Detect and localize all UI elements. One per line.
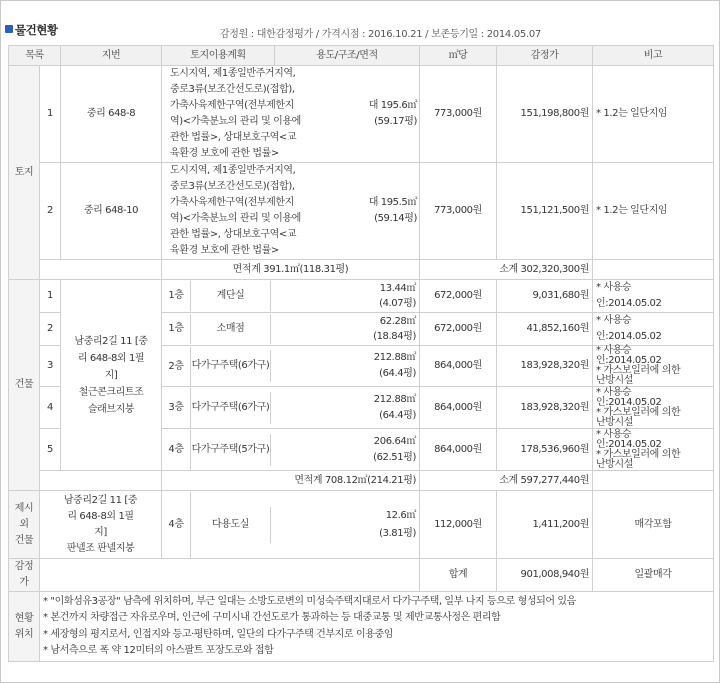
- location-line: * 세장형의 평지로서, 인접지와 등고·평탄하며, 일단의 다가구주택 건부지로 이용중임: [43, 628, 394, 640]
- pyeong: (18.84평): [373, 331, 416, 342]
- address-line: 판넬조 판넬지붕: [66, 542, 135, 554]
- use: 소매점: [216, 323, 245, 334]
- land-unit-price: 773,000원: [420, 66, 497, 163]
- note-line: 인:2014.05.02: [596, 438, 662, 450]
- plan-line: 역)<가축분뇨의 관리 및 이용에: [170, 213, 301, 224]
- building-address: [61, 280, 162, 471]
- pyeong: (64.4평): [379, 409, 416, 421]
- land-lot: 중리 648-8: [61, 66, 162, 163]
- appraisal-label: 감정가: [9, 559, 40, 592]
- building-row-no: 5: [40, 429, 61, 471]
- land-area: [360, 163, 419, 259]
- land-value: 151,198,800원: [497, 66, 593, 163]
- area-main: 대 195.6㎡: [368, 100, 417, 111]
- col-list: 목록: [9, 46, 61, 66]
- table-row: [9, 66, 714, 163]
- area: 212.88㎡: [373, 393, 416, 405]
- area: 206.64㎡: [373, 435, 416, 447]
- building-unit-price: 672,000원: [420, 313, 497, 346]
- plan-line: 관한 법률>, 상대보호구역<교: [170, 229, 297, 240]
- address-line: 남중리2길 11 [중: [74, 335, 148, 347]
- land-plan: [162, 163, 420, 260]
- note-line: 인:2014.05.02: [596, 298, 662, 309]
- spacer: [40, 260, 162, 280]
- area: 12.6㎡: [385, 509, 416, 521]
- plan-line: 육환경 보호에 관한 법률>: [170, 245, 279, 256]
- note-line: * 사용승: [596, 386, 632, 398]
- address-line: 지]: [94, 526, 107, 538]
- label-line: 건물: [14, 534, 34, 546]
- col-appraised-value: 감정가: [497, 46, 593, 66]
- building-area-total: 면적계 708.12㎡(214.21평): [162, 471, 420, 491]
- land-plan-text: [167, 66, 360, 162]
- building-area: [270, 314, 419, 344]
- area: 62.28㎡: [379, 316, 416, 327]
- col-lot: 지번: [61, 46, 162, 66]
- land-lot: 중리 648-10: [61, 163, 162, 260]
- use: 다가구주택(6가구): [191, 401, 270, 413]
- location-label: [9, 592, 40, 662]
- land-note: * 1.2는 일단지임: [593, 163, 714, 260]
- use: 다용도실: [211, 518, 250, 530]
- area-pyeong: (59.17평): [374, 116, 417, 127]
- building-row-no: 1: [40, 280, 61, 313]
- plan-line: 도시지역, 제1종일반주거지역,: [170, 68, 296, 79]
- note-line: * 가스보일러에 의한: [596, 365, 681, 376]
- building-subtotal: 소계 597,277,440원: [420, 471, 593, 491]
- plan-line: 관한 법률>, 상대보호구역<교: [170, 132, 297, 143]
- building-note: [593, 429, 714, 471]
- floor: 1층: [162, 314, 191, 344]
- floor: 3층: [162, 388, 191, 428]
- area: 212.88㎡: [373, 352, 416, 363]
- building-unit-price: 864,000원: [420, 346, 497, 387]
- land-area-total: 면적계 391.1㎡(118.31평): [162, 260, 420, 280]
- section-title: 물건현황: [15, 23, 58, 37]
- building-area: [270, 434, 419, 466]
- building-unit-price: 864,000원: [420, 429, 497, 471]
- building-area: [270, 350, 419, 382]
- col-unit-price: ㎡당: [420, 46, 497, 66]
- label-line: 위치: [14, 628, 34, 640]
- use: 다가구주택(5가구): [191, 443, 270, 455]
- building-row-no: 3: [40, 346, 61, 387]
- note-line: 인:2014.05.02: [596, 396, 662, 408]
- total-value: 901,008,940원: [497, 559, 593, 592]
- property-table: [8, 45, 714, 662]
- building-unit-price: 672,000원: [420, 280, 497, 313]
- building-note: [593, 313, 714, 346]
- title-bullet-icon: [5, 25, 13, 33]
- address-line: 철근콘크리트조: [78, 386, 144, 398]
- excluded-label: [9, 491, 40, 559]
- land-area: [360, 66, 419, 162]
- location-description: [40, 592, 714, 662]
- label-line: 현황: [14, 612, 34, 624]
- excluded-address: [40, 491, 162, 559]
- address-line: 리 648-8외 1필: [77, 352, 145, 364]
- location-line: * "이화섬유3공장" 남측에 위치하며, 부근 일대는 소방도로변의 미성숙주택지대로서 다가구주택, 일부 나지 등으로 형성되어 있음: [43, 595, 576, 607]
- registry-date: 보존등기일 : 2014.05.07: [431, 29, 541, 40]
- note-line: * 사용승: [596, 282, 632, 293]
- pyeong: (64.4평): [379, 368, 416, 379]
- floor: 4층: [162, 430, 191, 470]
- building-value: 183,928,320원: [497, 387, 593, 429]
- location-row: [9, 592, 714, 662]
- plan-line: 중로3류(보조간선도로)(접합),: [170, 181, 295, 192]
- land-row-no: 2: [40, 163, 61, 260]
- col-use-area: 용도/구조/면적: [275, 46, 420, 66]
- valuation-date: 가격시점 : 2016.10.21: [321, 29, 423, 40]
- appraisal-total-row: [9, 559, 714, 592]
- building-value: 178,536,960원: [497, 429, 593, 471]
- land-plan-text: [167, 163, 360, 259]
- excluded-row: [9, 491, 714, 559]
- pyeong: (4.07평): [379, 298, 416, 309]
- building-floor-use: [162, 387, 420, 429]
- land-note: * 1.2는 일단지임: [593, 66, 714, 163]
- use: 계단실: [216, 290, 245, 301]
- total-note: 일괄매각: [593, 559, 714, 592]
- address-line: 남중리2길 11 [중: [63, 494, 138, 506]
- area: 13.44㎡: [379, 283, 416, 294]
- plan-line: 역)<가축분뇨의 관리 및 이용에: [170, 116, 301, 127]
- excluded-unit-price: 112,000원: [420, 491, 497, 559]
- building-unit-price: 864,000원: [420, 387, 497, 429]
- building-note: [593, 387, 714, 429]
- note-line: * 사용승: [596, 345, 632, 356]
- plan-line: 가축사육제한구역(전부제한지: [170, 100, 294, 111]
- pyeong: (62.51평): [373, 451, 416, 463]
- location-line: * 남서측으로 폭 약 12미터의 아스팔트 포장도로와 접함: [43, 645, 274, 656]
- location-line: * 본건까지 차량접근 자유로우며, 인근에 구미시내 간선도로가 통과하는 등 대중교통 및 제반교통사정은 편리함: [43, 612, 501, 623]
- col-land-plan: 토지이용계획: [162, 46, 275, 66]
- table-row: [9, 163, 714, 260]
- area-main: 대 195.5㎡: [368, 197, 417, 208]
- note-line: * 가스보일러에 의한: [596, 448, 681, 460]
- use: 다가구주택(6가구): [191, 360, 270, 371]
- address-line: 지]: [104, 369, 118, 381]
- note-line: 난방시설: [596, 458, 634, 470]
- land-value: 151,121,500원: [497, 163, 593, 260]
- spacer: [593, 471, 714, 491]
- building-floor-use: [162, 429, 420, 471]
- note-line: 인:2014.05.02: [596, 331, 662, 342]
- building-area: [270, 392, 419, 424]
- land-subtotal: 소계 302,320,300원: [420, 260, 593, 280]
- land-subtotal-row: [9, 260, 714, 280]
- total-label: 합계: [420, 559, 497, 592]
- building-value: 183,928,320원: [497, 346, 593, 387]
- table-row: [9, 280, 714, 313]
- spacer: [40, 559, 420, 592]
- appraisal-meta: 감정원 : 대한감정평가 / 가격시점 : 2016.10.21 / 보존등기일 : 2014.05.07: [219, 29, 541, 40]
- note-line: 난방시설: [596, 416, 634, 428]
- address-line: 슬래브지붕: [87, 403, 135, 415]
- building-note: [593, 346, 714, 387]
- land-plan: [162, 66, 420, 163]
- note-line: * 사용승: [596, 315, 632, 326]
- building-value: 41,852,160원: [497, 313, 593, 346]
- excluded-value: 1,411,200원: [497, 491, 593, 559]
- building-subtotal-row: [9, 471, 714, 491]
- plan-line: 가축사육제한구역(전부제한지: [170, 197, 294, 208]
- area-pyeong: (59.14평): [374, 213, 417, 224]
- note-line: 인:2014.05.02: [596, 355, 662, 366]
- note-line: * 사용승: [596, 428, 632, 440]
- building-floor-use: [162, 346, 420, 387]
- address-line: 리 648-8외 1필: [67, 510, 134, 522]
- spacer: [40, 471, 162, 491]
- building-label: 건물: [9, 280, 40, 491]
- land-label: 토지: [9, 66, 40, 280]
- excluded-note: 매각포함: [593, 491, 714, 559]
- building-note: [593, 280, 714, 313]
- table-header-row: [9, 46, 714, 66]
- excluded-floor-use: [162, 491, 420, 559]
- plan-line: 중로3류(보조간선도로)(접합),: [170, 84, 295, 95]
- land-row-no: 1: [40, 66, 61, 163]
- excluded-area: [270, 507, 419, 543]
- floor: 4층: [162, 492, 191, 558]
- floor: 1층: [162, 281, 191, 311]
- spacer: [593, 260, 714, 280]
- appraiser: 감정원 : 대한감정평가: [219, 29, 313, 40]
- col-remarks: 비고: [593, 46, 714, 66]
- note-line: * 가스보일러에 의한: [596, 406, 681, 418]
- building-floor-use: [162, 280, 420, 313]
- pyeong: (3.81평): [379, 527, 416, 539]
- note-line: 난방시설: [596, 375, 634, 386]
- plan-line: 육환경 보호에 관한 법률>: [170, 148, 279, 159]
- building-value: 9,031,680원: [497, 280, 593, 313]
- plan-line: 도시지역, 제1종일반주거지역,: [170, 165, 296, 176]
- building-row-no: 2: [40, 313, 61, 346]
- floor: 2층: [162, 347, 191, 386]
- label-line: 제시외: [14, 502, 34, 530]
- land-unit-price: 773,000원: [420, 163, 497, 260]
- building-area: [270, 281, 419, 311]
- building-floor-use: [162, 313, 420, 346]
- building-row-no: 4: [40, 387, 61, 429]
